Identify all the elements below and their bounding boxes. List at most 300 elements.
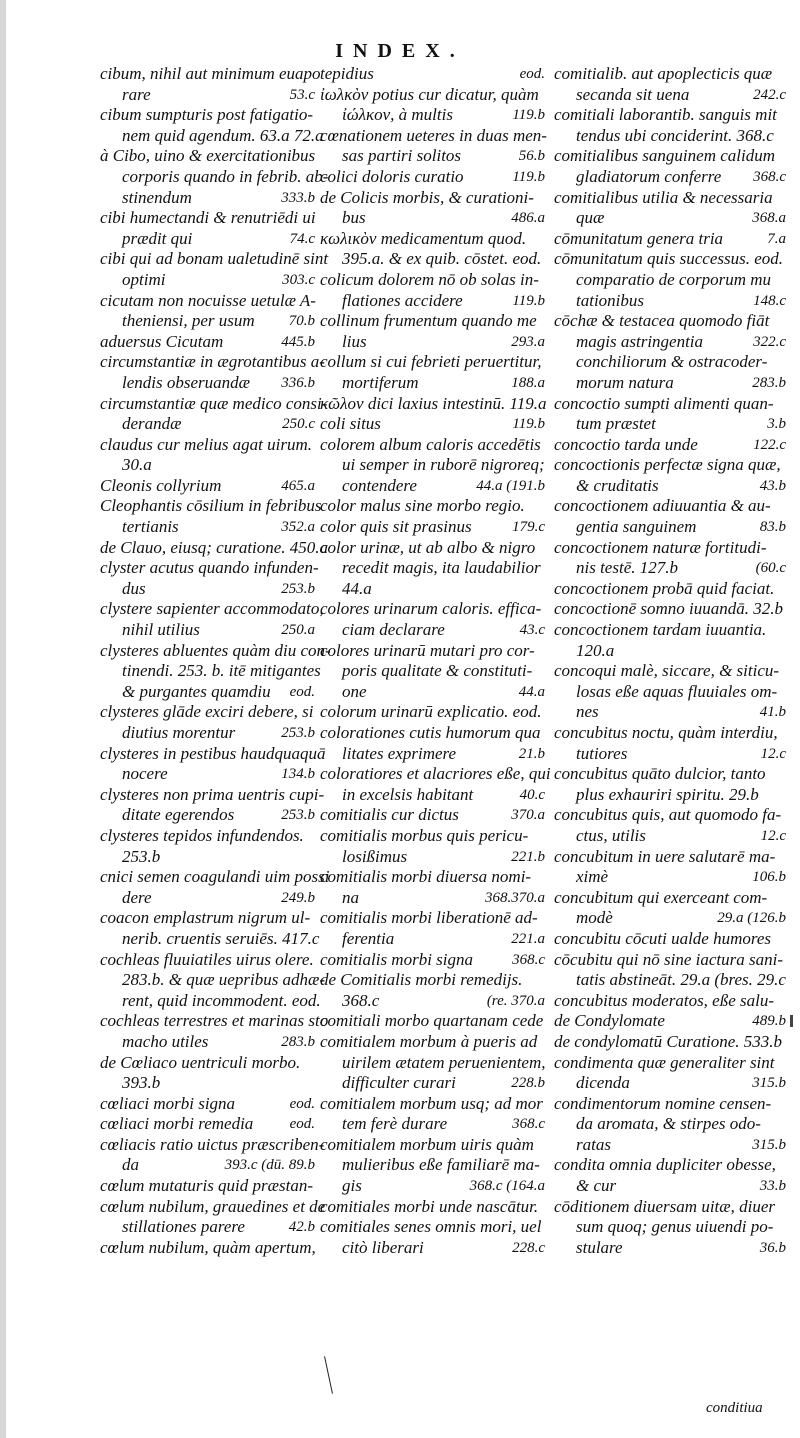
index-entry — [320, 1011, 545, 1032]
entry-text: ciam declarare — [342, 620, 445, 640]
index-entry — [554, 908, 786, 929]
entry-reference: 283.b — [752, 374, 786, 391]
entry-text: à Cibo, uino & exercitationibus — [100, 146, 316, 166]
entry-text: cibi humectandi & renutriēdi ui — [100, 208, 316, 228]
entry-reference: 253.b — [281, 580, 315, 597]
entry-reference: 148.c — [753, 292, 786, 309]
entry-text: concubitus quis, aut quomodo fa- — [554, 805, 782, 825]
entry-reference: 122.c — [753, 436, 786, 453]
entry-text: de Clauo, eiusq; curatione. 450.a — [100, 537, 329, 557]
entry-text: ctus, utilis — [576, 825, 646, 845]
index-entry — [554, 1073, 786, 1094]
entry-text: losas eße aquas fluuiales om- — [576, 681, 778, 701]
index-entry — [320, 785, 545, 806]
entry-text: plus exhauriri spiritu. 29.b — [576, 784, 759, 804]
index-entry — [554, 352, 786, 373]
entry-text: citò liberari — [342, 1237, 424, 1257]
index-entry — [100, 1011, 329, 1032]
index-entry — [100, 599, 324, 620]
index-entry — [100, 229, 315, 250]
entry-text: condimenta quæ generaliter sint — [554, 1052, 775, 1072]
entry-text: concoctionē somno iuuandā. 32.b — [554, 599, 783, 619]
entry-text: colicum dolorem nō ob solas in- — [320, 269, 539, 289]
entry-text: gladiatorum conferre — [576, 166, 722, 186]
index-entry — [554, 826, 786, 847]
margin-speck — [790, 1015, 793, 1027]
index-entry — [554, 785, 786, 806]
entry-text: prædit qui — [122, 228, 193, 248]
index-entry — [320, 1094, 545, 1115]
index-entry — [320, 188, 545, 209]
entry-text: tepidius — [320, 64, 374, 83]
entry-reference: 221.b — [511, 848, 545, 865]
index-entry — [554, 64, 786, 85]
entry-text: colorem album caloris accedētis — [320, 434, 541, 454]
index-entry — [320, 496, 545, 517]
entry-text: nihil utilius — [122, 620, 200, 640]
entry-reference: (re. 370.a — [486, 992, 545, 1009]
entry-reference: 486.a — [511, 210, 545, 227]
index-entry — [554, 805, 786, 826]
entry-text: concoqui malè, siccare, & siticu- — [554, 661, 780, 681]
index-entry — [100, 620, 315, 641]
entry-text: comitialem morbum usq; ad mor — [320, 1093, 543, 1113]
index-entry — [554, 496, 786, 517]
index-column-right — [554, 64, 786, 1258]
entry-reference: 465.a — [281, 477, 315, 494]
entry-reference: 368.c (164.a — [469, 1178, 545, 1195]
entry-text: da — [122, 1155, 139, 1175]
index-entry — [554, 1094, 786, 1115]
entry-text: coli situs — [320, 414, 381, 434]
entry-text: conchiliorum & ostracoder- — [576, 352, 768, 372]
entry-text: coacon emplastrum nigrum ul- — [100, 908, 311, 928]
entry-reference: 283.b — [281, 1033, 315, 1050]
index-entry — [100, 950, 315, 971]
entry-text: concoctionem naturæ fortitudi- — [554, 537, 767, 557]
entry-text: gentia sanguinem — [576, 517, 697, 537]
index-entry — [554, 1053, 786, 1074]
entry-text: theniensi, per usum — [122, 311, 255, 331]
entry-text: cibum sumpturis post fatigatio- — [100, 105, 313, 125]
entry-text: concoctio tarda unde — [554, 434, 698, 454]
index-entry — [100, 373, 315, 394]
entry-reference: 303.c — [282, 271, 315, 288]
entry-text: ἰωλκὸν potius cur dicatur, quàm — [320, 84, 539, 104]
index-entry — [320, 270, 545, 291]
entry-reference: 12.c — [760, 745, 786, 762]
entry-text: collinum frumentum quando me — [320, 311, 537, 331]
entry-reference: (60.c — [755, 560, 786, 577]
index-entry — [320, 847, 545, 868]
entry-text: concubitus noctu, quàm interdiu, — [554, 723, 778, 742]
entry-text: κωλικὸν medicamentum quod. — [320, 228, 527, 248]
entry-text: cōchæ & testacea quomodo fiāt — [554, 311, 770, 331]
entry-text: rare — [122, 84, 151, 104]
entry-text: comitialis morbus quis pericu- — [320, 825, 529, 845]
entry-reference: 249.b — [281, 889, 315, 906]
index-entry — [320, 991, 545, 1012]
entry-text: cōmunitatum quis successus. eod. — [554, 249, 784, 269]
entry-text: & purgantes quamdiu — [122, 681, 271, 701]
index-entry — [100, 476, 315, 497]
entry-reference: 44.a (191.b — [476, 477, 545, 494]
entry-reference: 336.b — [281, 374, 315, 391]
index-entry — [554, 332, 786, 353]
index-entry — [320, 352, 545, 373]
index-entry — [554, 105, 786, 126]
index-entry — [320, 1135, 545, 1156]
entry-text: comitialis morbi diuersa nomi- — [320, 867, 532, 887]
index-entry — [554, 723, 786, 744]
index-entry — [320, 723, 545, 744]
entry-reference: 293.a — [511, 333, 545, 350]
index-entry — [100, 1217, 315, 1238]
entry-reference: 352.a — [281, 519, 315, 536]
entry-reference: 333.b — [281, 189, 315, 206]
index-entry — [320, 1197, 545, 1218]
entry-text: 253.b — [122, 846, 161, 866]
entry-text: concubitu cōcuti ualde humores — [554, 928, 772, 948]
entry-text: cœliaci morbi signa — [100, 1093, 236, 1113]
index-entry — [320, 167, 545, 188]
entry-text: dicenda — [576, 1073, 630, 1093]
entry-text: comitialis morbi signa — [320, 949, 474, 969]
index-entry — [100, 661, 321, 682]
index-entry — [320, 126, 545, 147]
index-entry — [554, 1032, 786, 1053]
entry-text: & cur — [576, 1176, 617, 1196]
entry-text: sum quoq; genus uiuendi po- — [576, 1217, 774, 1237]
entry-text: colores urinarum caloris. effica- — [320, 599, 542, 619]
index-entry — [554, 620, 786, 641]
index-entry — [100, 805, 315, 826]
entry-text: nem quid agendum. 63.a 72.a — [122, 125, 324, 145]
entry-text: in excelsis habitant — [342, 784, 474, 804]
index-entry — [320, 641, 545, 662]
entry-text: cochleas fluuiatiles uirus olere. — [100, 949, 314, 969]
entry-text: κῶλον dici laxius intestinū. 119.a — [320, 393, 547, 413]
entry-reference: 33.b — [759, 1178, 786, 1195]
entry-text: concoctionem tardam iuuantia. — [554, 620, 767, 640]
entry-reference: 368.a — [752, 210, 786, 227]
entry-text: 395.a. & ex quib. cōstet. eod. — [342, 249, 542, 269]
entry-reference: 250.c — [282, 416, 315, 433]
entry-text: cochleas terrestres et marinas sto — [100, 1011, 329, 1031]
entry-text: stillationes parere — [122, 1217, 245, 1237]
index-entry — [100, 249, 329, 270]
entry-text: de Condylomate — [554, 1011, 665, 1031]
index-entry — [100, 1053, 315, 1074]
entry-text: tendus ubi conciderint. 368.c — [576, 125, 774, 145]
index-column-left — [100, 64, 331, 1258]
index-entry — [320, 85, 545, 106]
index-entry — [554, 970, 786, 991]
entry-reference: 368.c — [512, 951, 545, 968]
entry-reference: 12.c — [760, 827, 786, 844]
entry-reference: 368.c — [512, 1116, 545, 1133]
entry-text: circumstantiæ in ægrotantibus a- — [100, 352, 325, 372]
entry-text: comitialem morbum uiris quàm — [320, 1134, 534, 1154]
index-entry — [100, 105, 315, 126]
entry-text: clystere sapienter accommodato, — [100, 599, 324, 619]
index-entry — [554, 641, 786, 662]
index-entry — [100, 826, 315, 847]
entry-text: tationibus — [576, 290, 645, 310]
entry-text: ἰώλκον, à multis — [342, 105, 453, 125]
index-entry — [554, 455, 786, 476]
entry-reference: 3.b — [767, 416, 786, 433]
entry-text: difficulter curari — [342, 1073, 456, 1093]
index-entry — [554, 373, 786, 394]
entry-text: nocere — [122, 764, 168, 784]
entry-text: color urinæ, ut ab albo & nigro — [320, 537, 536, 557]
entry-text: cōcubitu qui nō sine iactura sani- — [554, 949, 784, 969]
entry-text: concubitus quāto dulcior, tanto — [554, 764, 766, 784]
index-entry — [554, 249, 786, 270]
page-gutter-shadow — [0, 0, 6, 1438]
entry-reference: 322.c — [753, 333, 786, 350]
entry-text: nerib. cruentis seruiēs. 417.c — [122, 928, 320, 948]
index-entry — [320, 579, 545, 600]
index-entry — [554, 85, 786, 106]
index-entry — [100, 537, 329, 559]
entry-reference: 253.b — [281, 725, 315, 741]
entry-text: cibi qui ad bonam ualetudinē sint — [100, 249, 329, 269]
entry-reference: 370.a — [511, 807, 545, 824]
entry-text: recedit magis, ita laudabilior — [342, 558, 541, 578]
index-entry — [554, 167, 786, 188]
entry-text: stulare — [576, 1237, 623, 1257]
entry-text: circumstantiæ quæ medico consi- — [100, 393, 328, 413]
entry-text: ratas — [576, 1134, 611, 1154]
entry-text: dere — [122, 887, 152, 907]
entry-text: comitiali laborantib. sanguis mit — [554, 105, 777, 125]
index-entry — [100, 517, 315, 538]
index-entry — [100, 125, 324, 147]
entry-text: de condylomatū Curatione. 533.b — [554, 1031, 783, 1051]
index-entry — [100, 1238, 315, 1259]
index-entry — [320, 908, 545, 929]
index-entry — [554, 579, 786, 600]
index-entry — [320, 332, 545, 353]
index-entry — [100, 784, 325, 806]
entry-text: clysteres glāde exciri debere, si — [100, 702, 314, 722]
index-entry — [554, 929, 786, 950]
index-entry — [100, 1176, 315, 1197]
index-entry — [100, 640, 331, 662]
entry-text: poris qualitate & constituti- — [342, 661, 533, 681]
index-entry — [554, 702, 786, 723]
index-entry — [100, 1155, 315, 1176]
entry-text: cœlum mutaturis quid præstan- — [100, 1176, 313, 1196]
index-entry — [320, 517, 545, 538]
entry-text: mortiferum — [342, 372, 419, 392]
index-entry — [100, 188, 315, 209]
entry-text: concoctio sumpti alimenti quan- — [554, 393, 774, 413]
entry-text: de Comitialis morbi remedijs. — [320, 970, 523, 990]
index-entry — [320, 311, 545, 332]
index-entry — [554, 1011, 786, 1032]
entry-text: comitiales morbi unde nascātur. — [320, 1196, 539, 1216]
entry-text: condimentorum nomine censen- — [554, 1093, 772, 1113]
index-entry — [320, 1176, 545, 1197]
entry-text: concubitum in uere salutarē ma- — [554, 846, 776, 866]
entry-reference: 228.c — [512, 1239, 545, 1256]
index-entry — [554, 991, 786, 1012]
index-entry — [554, 744, 786, 765]
index-entry — [554, 1176, 786, 1197]
index-entry — [100, 352, 325, 373]
entry-text: diutius morentur — [122, 723, 236, 742]
index-entry — [320, 826, 545, 847]
index-entry — [320, 414, 545, 435]
entry-text: dus — [122, 578, 146, 598]
index-entry — [100, 414, 315, 435]
entry-reference: 228.b — [511, 1075, 545, 1092]
entry-text: concubitus moderatos, eße salu- — [554, 990, 775, 1010]
index-entry — [100, 1196, 326, 1218]
entry-text: de Colicis morbis, & curationi- — [320, 187, 534, 207]
entry-text: aduersus Cicutam — [100, 331, 224, 351]
entry-text: corporis quando in febrib. ab- — [122, 166, 329, 186]
index-entry — [100, 1114, 315, 1135]
entry-text: tatis abstineāt. 29.a (bres. 29.c — [576, 970, 786, 990]
entry-text: ditate egerendos — [122, 805, 235, 825]
index-entry — [320, 1114, 545, 1135]
entry-text: derandæ — [122, 414, 182, 434]
entry-reference: 119.b — [512, 292, 545, 309]
index-entry — [554, 867, 786, 888]
index-entry — [554, 1238, 786, 1259]
index-entry — [320, 867, 545, 888]
index-entry — [554, 661, 786, 682]
entry-text: de Cœliaco uentriculi morbo. — [100, 1052, 301, 1072]
entry-reference: 368.370.a — [485, 889, 545, 906]
entry-text: comitiales senes omnis mori, uel — [320, 1217, 542, 1237]
entry-text: Cleonis collyrium — [100, 475, 222, 495]
index-entry — [554, 847, 786, 868]
entry-reference: 43.c — [519, 622, 545, 639]
entry-reference: 489.b — [752, 1013, 786, 1030]
index-entry — [320, 1217, 545, 1238]
entry-text: 368.c — [342, 990, 380, 1010]
entry-text: macho utiles — [122, 1031, 209, 1051]
entry-text: comparatio de corporum mu — [576, 269, 772, 289]
entry-text: comitialibus sanguinem calidum — [554, 146, 775, 166]
entry-text: comitiali morbo quartanam cede — [320, 1011, 544, 1031]
entry-reference: 36.b — [759, 1239, 786, 1256]
entry-text: cœlum nubilum, grauedines et de — [100, 1196, 326, 1216]
index-entry — [100, 970, 326, 991]
index-entry — [320, 373, 545, 394]
entry-text: color quis sit prasinus — [320, 517, 472, 537]
index-entry — [100, 1134, 325, 1156]
entry-reference: 119.b — [512, 416, 545, 433]
index-entry — [554, 311, 786, 332]
entry-text: tum præstet — [576, 414, 656, 434]
entry-reference: 445.b — [281, 333, 315, 350]
entry-text: cicutam non nocuisse uetulæ A- — [100, 290, 316, 310]
entry-text: concoctionem probā quid faciat. — [554, 578, 775, 598]
entry-text: one — [342, 681, 367, 701]
index-entry — [554, 517, 786, 538]
entry-text: colorum urinarū explicatio. eod. — [320, 702, 542, 722]
index-entry — [100, 558, 319, 579]
index-entry — [554, 208, 786, 229]
entry-text: color malus sine morbo regio. — [320, 496, 525, 516]
entry-text: concubitum qui exerceant com- — [554, 887, 768, 907]
entry-text: gis — [342, 1176, 362, 1196]
entry-text: concoctionem adiuuantia & au- — [554, 496, 771, 516]
entry-text: bus — [342, 208, 366, 228]
entry-reference: 188.a — [511, 374, 545, 391]
index-entry — [554, 558, 786, 579]
entry-text: tinendi. 253. b. itē mitigantes — [122, 661, 321, 681]
entry-text: clysteres in pestibus haudquaquā — [100, 743, 326, 763]
index-entry — [100, 743, 326, 765]
entry-text: tutiores — [576, 743, 628, 763]
entry-text: flationes accidere — [342, 290, 463, 310]
index-entry — [100, 888, 315, 909]
index-entry — [554, 270, 786, 291]
index-entry — [100, 291, 315, 312]
index-entry — [320, 950, 545, 971]
index-entry — [554, 950, 786, 971]
index-entry — [320, 682, 545, 703]
index-entry — [554, 599, 786, 620]
entry-text: cœlum nubilum, quàm apertum, — [100, 1237, 316, 1257]
entry-text: cōmunitatum genera tria — [554, 228, 724, 248]
entry-reference: 44.a — [518, 683, 545, 700]
entry-reference: 7.a — [767, 230, 786, 247]
index-entry — [320, 744, 545, 765]
entry-text: losißimus — [342, 846, 408, 866]
entry-text: ximè — [576, 867, 609, 887]
entry-text: cōditionem diuersam uitæ, diuer — [554, 1196, 775, 1216]
index-entry — [320, 970, 545, 991]
entry-text: 393.b — [122, 1073, 161, 1093]
index-entry — [320, 558, 545, 579]
entry-text: claudus cur melius agat uirum. — [100, 434, 313, 454]
entry-reference: 119.b — [512, 107, 545, 124]
index-entry — [100, 393, 328, 415]
entry-reference: 41.b — [759, 704, 786, 721]
index-entry — [100, 496, 322, 517]
index-entry — [320, 208, 545, 229]
entry-text: cœliacis ratio uictus præscriben- — [100, 1134, 325, 1154]
index-entry — [100, 455, 315, 476]
entry-reference: 315.b — [752, 1136, 786, 1153]
index-entry — [100, 85, 315, 106]
entry-text: colici doloris curatio — [320, 166, 464, 186]
entry-reference: eod. — [519, 66, 545, 82]
index-entry — [554, 291, 786, 312]
index-entry — [554, 229, 786, 250]
index-entry — [320, 888, 545, 909]
entry-text: cœnationem ueteres in duas men- — [320, 125, 547, 145]
entry-text: condita omnia dupliciter obesse, — [554, 1155, 776, 1175]
index-entry — [320, 105, 545, 126]
entry-reference: eod. — [289, 1095, 315, 1112]
index-entry — [554, 682, 786, 703]
entry-text: optimi — [122, 269, 166, 289]
entry-text: nes — [576, 702, 599, 722]
entry-text: cnici semen coagulandi uim possi — [100, 867, 330, 887]
index-entry — [554, 1135, 786, 1156]
index-entry — [100, 847, 315, 868]
entry-text: ferentia — [342, 928, 395, 948]
